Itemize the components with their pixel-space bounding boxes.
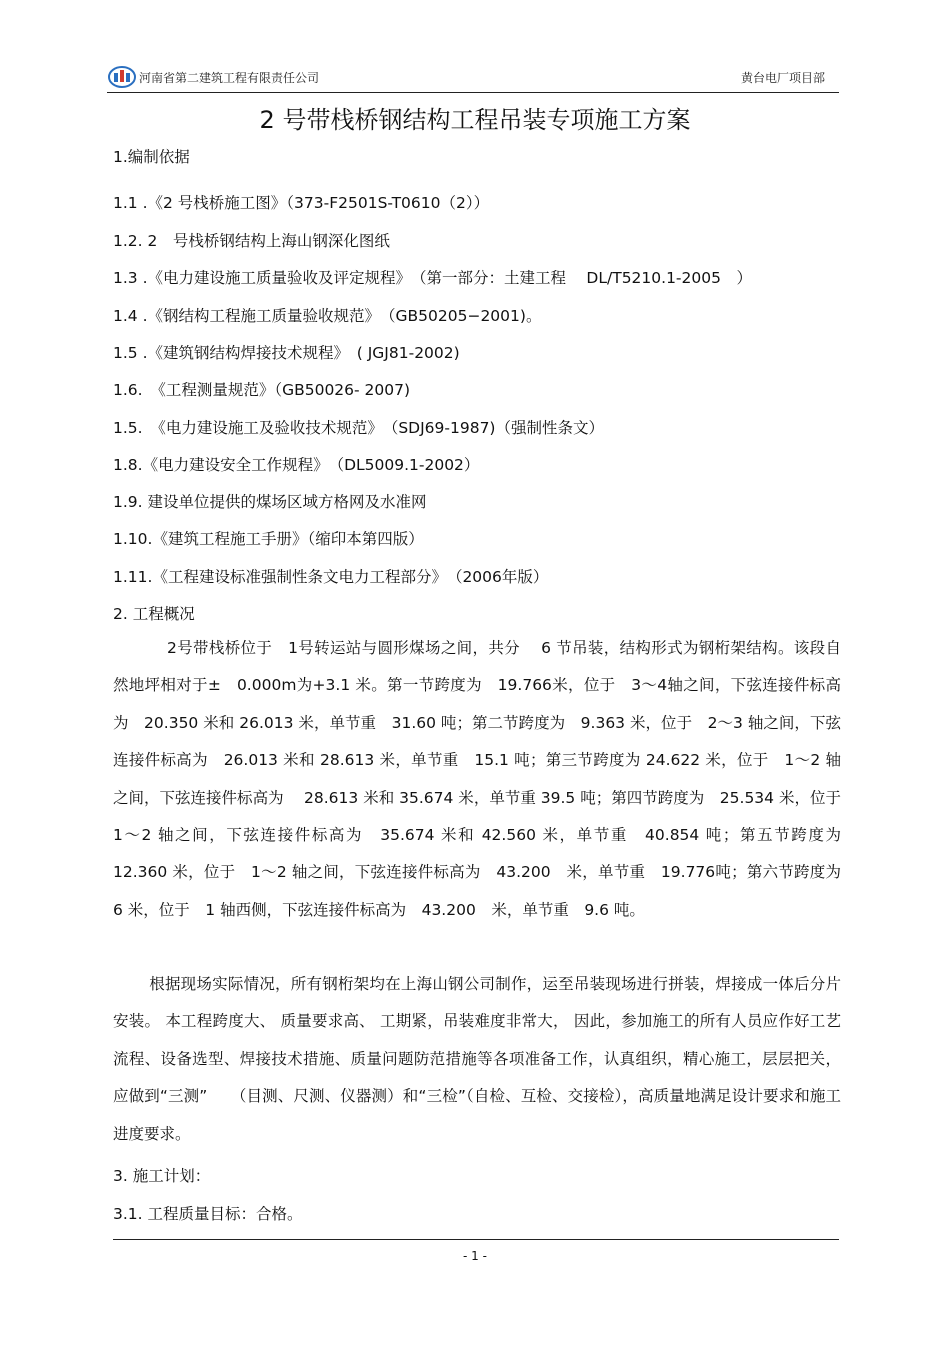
section-2-heading: 2. 工程概况 xyxy=(113,605,195,623)
project-department: 黄台电厂项目部 xyxy=(740,71,825,85)
reference-item: 1.5 .《建筑钢结构焊接技术规程》 ( JGJ81-2002) xyxy=(113,344,460,362)
reference-item: 1.4 .《钢结构工程施工质量验收规范》 （GB50205−2001)。 xyxy=(113,307,542,325)
section-1-heading: 1.编制依据 xyxy=(113,148,190,166)
reference-item: 1.3 .《电力建设施工质量验收及评定规程》 （第一部分：土建工程 DL/T5210.1-2005 ） xyxy=(113,269,752,287)
reference-item: 1.6. 《工程测量规范》（GB50026- 2007) xyxy=(113,381,411,399)
page-number: - 1 - xyxy=(463,1249,487,1263)
reference-item: 1.8.《电力建设安全工作规程》 （DL5009.1-2002） xyxy=(113,456,480,474)
company-logo-icon xyxy=(107,64,137,90)
overview-text: 2号带栈桥位于 1号转运站与圆形煤场之间，共分 6 节吊装，结构形式为钢桁架结构。该段自然地坪相对于± 0.000m为+3.1 米。第一节跨度为 19.766米，位于 3～4轴之间，下弦连接件标高为 20.350 米和 26.013 米，单节重 31.60 吨；第二节跨度为 9.363 米，位于 2～3 轴之间，下弦连接件标高为 26.013 米和 28.613 米，单节重 15.1 吨；第三节跨度为 24.622 米，位于 1～2 轴之间，下弦连接件标高为 28.613 米和 35.674 米，单节重 39.5 吨；第四节跨度为 25.534 米，位于 1～2 轴之间，下弦连接件标高为 35.674 米和 42.560 米，单节重 40.854 吨；第五节跨度为 12.360 米，位于 1～2 轴之间，下弦连接件标高为 43.200 米，单节重 19.776吨；第六节跨度为 6 米，位于 1 轴西侧，下弦连接件标高为 43.200 米，单节重 9.6 吨。 xyxy=(113,639,857,919)
conditions-text: 根据现场实际情况，所有钢桁架均在上海山钢公司制作，运至吊装现场进行拼装，焊接成一体后分片安装。 本工程跨度大、 质量要求高、 工期紧，吊装难度非常大， 因此，参加施工的所有人员应作好工艺流程、设备选型、焊接技术措施、质量问题防范措施等各项准备工作，认真组织，精心施工，层层把关，应做到“三测” （目测、尺测、仪器测）和“三检”（自检、互检、交接检），高质量地满足设计要求和施工进度要求。 xyxy=(113,975,841,1143)
project-overview-paragraph xyxy=(113,630,857,929)
company-name: 河南省第二建筑工程有限责任公司 xyxy=(139,71,320,85)
footer-divider xyxy=(113,1239,839,1240)
reference-item: 1.10.《建筑工程施工手册》（缩印本第四版） xyxy=(113,530,424,548)
quality-target-item: 3.1. 工程质量目标：合格。 xyxy=(113,1205,303,1223)
reference-item: 1.11.《工程建设标准强制性条文电力工程部分》 （2006年版） xyxy=(113,568,549,586)
page-header xyxy=(107,62,839,93)
reference-item: 1.1 .《2 号栈桥施工图》（373-F2501S-T0610（2）） xyxy=(113,194,490,212)
site-conditions-paragraph xyxy=(113,966,841,1153)
reference-item: 1.9. 建设单位提供的煤场区域方格网及水准网 xyxy=(113,493,427,511)
section-3-heading: 3. 施工计划： xyxy=(113,1167,211,1185)
document-title: 2 号带栈桥钢结构工程吊装专项施工方案 xyxy=(259,106,691,134)
reference-item: 1.2. 2 号栈桥钢结构上海山钢深化图纸 xyxy=(113,232,390,250)
reference-item: 1.5. 《电力建设施工及验收技术规范》 （SDJ69-1987)（强制性条文） xyxy=(113,419,604,437)
